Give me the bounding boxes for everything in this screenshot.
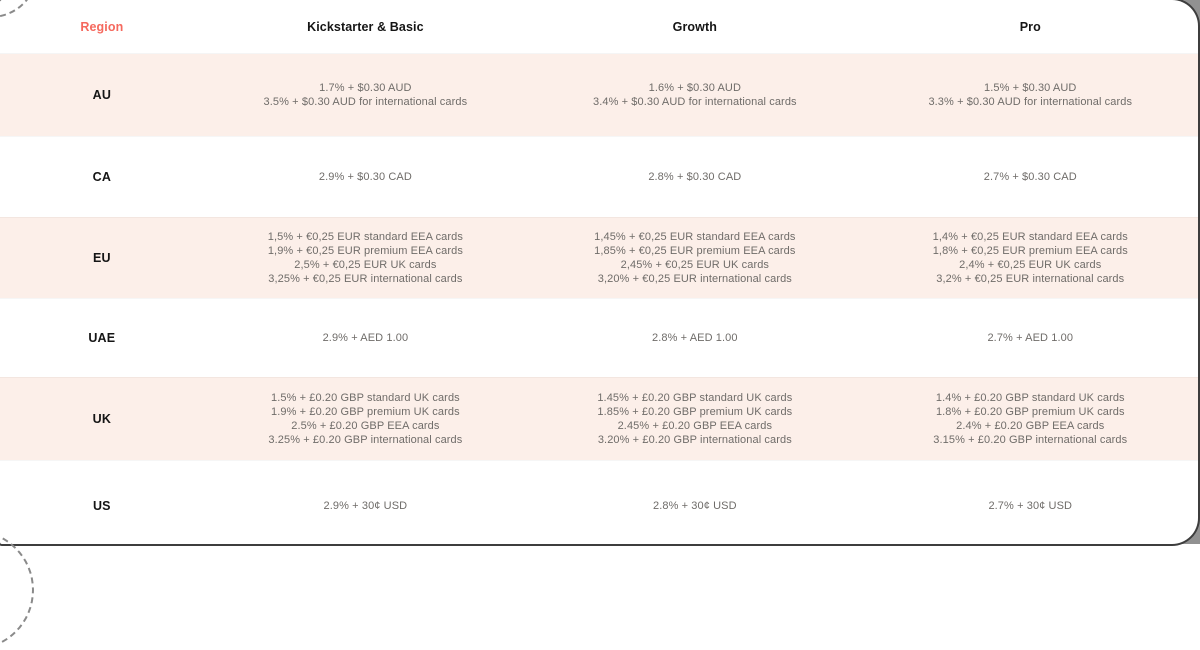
fee-line: 1,8% + €0,25 EUR premium EEA cards (932, 245, 1128, 257)
fee-line: 2.7% + AED 1.00 (987, 332, 1074, 344)
fee-line: 2.7% + $0.30 CAD (983, 171, 1077, 183)
fee-cell-kickstarter-basic (204, 499, 527, 513)
fee-line: 3.15% + £0.20 GBP international cards (933, 434, 1128, 446)
fee-line: 3.25% + £0.20 GBP international cards (268, 434, 463, 446)
fee-cell-kickstarter-basic (204, 81, 527, 109)
column-header-kickstarter-basic: Kickstarter & Basic (307, 19, 424, 34)
fee-line: 2.9% + $0.30 CAD (318, 171, 412, 183)
fee-cell-growth (527, 331, 862, 345)
fee-line: 1.5% + $0.30 AUD (984, 82, 1077, 94)
fee-cell-pro (863, 499, 1198, 513)
fee-line: 2.8% + $0.30 CAD (648, 171, 742, 183)
fee-cell-pro (863, 230, 1198, 286)
fee-line: 1,4% + €0,25 EUR standard EEA cards (932, 231, 1128, 243)
fee-cell-kickstarter-basic (204, 230, 527, 286)
fee-line: 3,25% + €0,25 EUR international cards (268, 273, 463, 285)
fee-cell-growth (527, 391, 862, 447)
fee-line: 3.4% + $0.30 AUD for international cards (593, 96, 797, 108)
column-header-region: Region (80, 19, 124, 34)
fee-line: 2.9% + AED 1.00 (322, 332, 409, 344)
fee-line: 2,45% + €0,25 EUR UK cards (620, 259, 770, 271)
fee-line: 1,85% + €0,25 EUR premium EEA cards (594, 245, 796, 257)
column-header-growth: Growth (672, 19, 717, 34)
fee-line: 1.8% + £0.20 GBP premium UK cards (935, 406, 1125, 418)
region-label: UAE (88, 331, 116, 345)
fee-line: 3.3% + $0.30 AUD for international cards (928, 96, 1133, 108)
table-row (0, 136, 1198, 217)
fee-line: 3,2% + €0,25 EUR international cards (936, 273, 1125, 285)
fee-line: 2,4% + €0,25 EUR UK cards (959, 259, 1102, 271)
fee-line: 2.45% + £0.20 GBP EEA cards (617, 420, 773, 432)
table-row (0, 377, 1198, 460)
fee-line: 1.45% + £0.20 GBP standard UK cards (597, 392, 793, 404)
fee-cell-pro (863, 331, 1198, 345)
fee-line: 2.8% + 30¢ USD (653, 499, 737, 512)
fee-cell-pro (863, 170, 1198, 184)
fee-cell-growth (527, 170, 862, 184)
table-rows (0, 54, 1198, 544)
table-header (0, 0, 1198, 54)
fee-line: 3,20% + €0,25 EUR international cards (597, 273, 792, 285)
table-row (0, 460, 1198, 544)
table-row (0, 217, 1198, 298)
region-label: AU (92, 88, 112, 102)
fee-line: 1,5% + €0,25 EUR standard EEA cards (267, 231, 463, 243)
fee-cell-growth (527, 499, 862, 513)
fee-cell-kickstarter-basic (204, 331, 527, 345)
fee-line: 1.7% + $0.30 AUD (319, 82, 412, 94)
fee-cell-kickstarter-basic (204, 170, 527, 184)
fee-line: 2.7% + 30¢ USD (988, 499, 1073, 512)
fee-line: 3.20% + £0.20 GBP international cards (597, 434, 792, 446)
fee-line: 2,5% + €0,25 EUR UK cards (294, 259, 437, 271)
region-label: EU (92, 251, 111, 265)
column-header-pro: Pro (1019, 19, 1041, 34)
fee-line: 1.6% + $0.30 AUD (648, 82, 742, 94)
fee-cell-pro (863, 391, 1198, 447)
region-label: US (92, 498, 111, 513)
region-label: CA (92, 170, 112, 184)
fee-cell-growth (527, 230, 862, 286)
fee-line: 3.5% + $0.30 AUD for international cards (263, 96, 468, 108)
table-row (0, 298, 1198, 377)
fee-line: 1.9% + £0.20 GBP premium UK cards (271, 406, 460, 418)
fee-line: 2.5% + £0.20 GBP EEA cards (291, 420, 440, 432)
fee-line: 1,9% + €0,25 EUR premium EEA cards (267, 245, 463, 257)
dashed-circle-decoration-bottom-left (0, 530, 34, 650)
fee-line: 1.85% + £0.20 GBP premium UK cards (597, 406, 793, 418)
fee-cell-kickstarter-basic (204, 391, 527, 447)
fee-line: 1.5% + £0.20 GBP standard UK cards (270, 392, 460, 404)
fee-line: 2.9% + 30¢ USD (323, 499, 408, 512)
table-row (0, 54, 1198, 136)
fee-line: 2.8% + AED 1.00 (652, 332, 738, 344)
region-label: UK (92, 412, 112, 426)
fee-cell-pro (863, 81, 1198, 109)
fee-line: 1.4% + £0.20 GBP standard UK cards (935, 392, 1125, 404)
fee-line: 1,45% + €0,25 EUR standard EEA cards (594, 231, 796, 243)
fee-line: 2.4% + £0.20 GBP EEA cards (956, 420, 1105, 432)
fee-cell-growth (527, 81, 862, 109)
